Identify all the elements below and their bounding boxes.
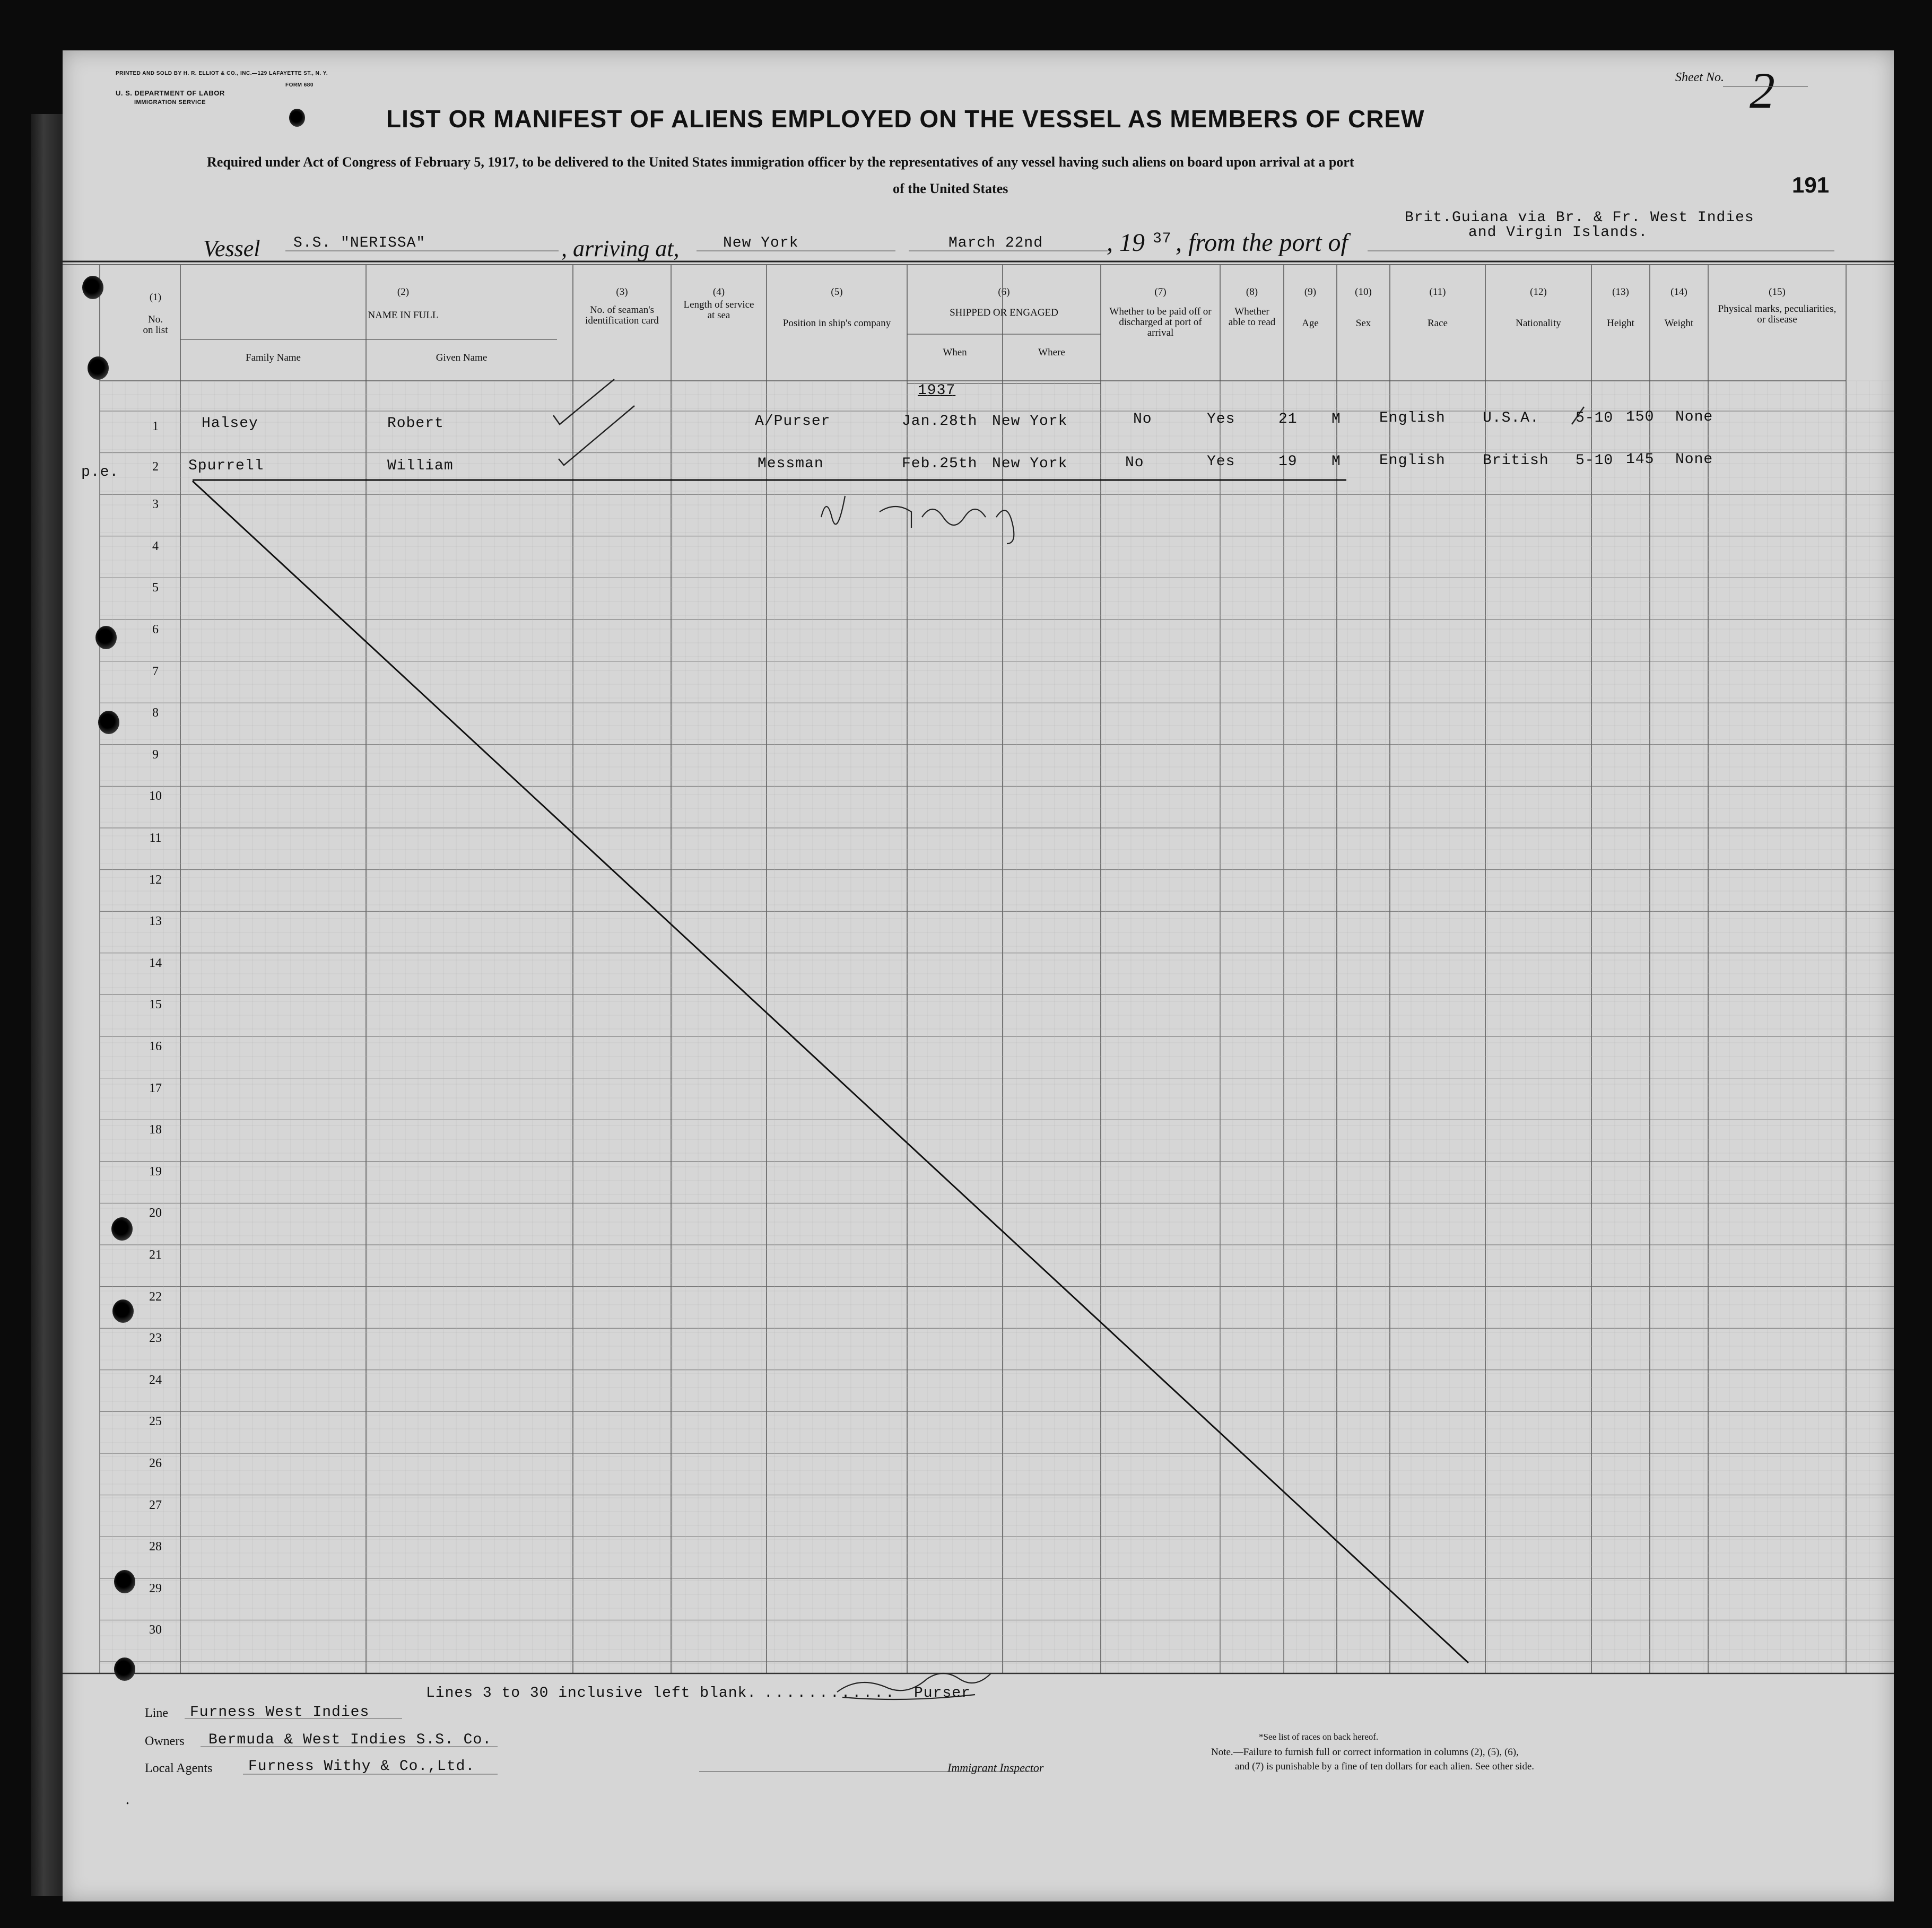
row-number: 14 (149, 956, 162, 970)
race-cell: English (1379, 410, 1446, 426)
blank-lines-diagonal (193, 481, 1468, 1663)
row-number: 19 (149, 1164, 162, 1179)
row-number: 1 (152, 420, 159, 433)
family-name-cell: Spurrell (188, 458, 264, 474)
position-cell: A/Purser (755, 413, 831, 430)
row-number: 4 (152, 539, 159, 553)
page-title: LIST OR MANIFEST OF ALIENS EMPLOYED ON THE VESSEL AS MEMBERS OF CREW (386, 105, 1425, 133)
col4-number: (4) (712, 286, 725, 298)
col8-label: Whether able to read (1228, 306, 1276, 328)
col7-number: (7) (1154, 286, 1167, 298)
inspector-handwritten-signature (821, 496, 1014, 544)
punch-hole (95, 626, 117, 649)
height-cell: 5-10 (1576, 410, 1614, 426)
subtitle-line2: of the United States (893, 181, 1008, 196)
punch-hole (98, 711, 119, 734)
row-number: 22 (149, 1289, 162, 1304)
vessel-label: Vessel (203, 235, 260, 261)
col13-label: Height (1607, 318, 1634, 329)
marks-cell: None (1675, 409, 1713, 425)
col2-number: (2) (397, 286, 410, 298)
col5-number: (5) (831, 286, 843, 298)
form-number: FORM 680 (285, 82, 314, 88)
row-number: 17 (149, 1081, 162, 1095)
row-number: 23 (149, 1331, 162, 1346)
col2-label: NAME IN FULL (368, 310, 439, 321)
row-number: 18 (149, 1123, 162, 1137)
year-prefix: , 19 (1107, 229, 1145, 257)
family-name-cell: Halsey (202, 415, 258, 432)
weight-cell: 150 (1626, 409, 1655, 425)
col7-label: Whether to be paid off or discharged at port of arrival (1109, 306, 1212, 338)
row-number: 7 (152, 664, 159, 678)
col2-given-label: Given Name (436, 352, 488, 363)
row-number: 25 (149, 1415, 162, 1429)
read-cell: Yes (1207, 453, 1235, 470)
from-port-line2: and Virgin Islands. (1468, 224, 1648, 241)
position-cell: Messman (758, 456, 824, 472)
check-mark (553, 379, 614, 424)
paid-off-cell: No (1125, 455, 1144, 471)
col2-family-label: Family Name (246, 352, 301, 363)
col6-where-label: Where (1038, 347, 1065, 358)
manifest-grid (63, 50, 1894, 1901)
where-cell: New York (992, 413, 1068, 430)
col9-number: (9) (1304, 286, 1317, 298)
when-cell: Jan.28th (902, 413, 978, 430)
height-cell: 5-10 (1576, 452, 1614, 469)
col3-number: (3) (616, 286, 628, 298)
row-number: 10 (149, 789, 162, 804)
col9-label: Age (1302, 318, 1319, 329)
union-label-mark: ● (126, 1801, 129, 1805)
margin-note: p.e. (81, 464, 119, 481)
purser-dots: ............ (764, 1685, 897, 1702)
nationality-cell: British (1483, 452, 1549, 469)
weight-cell: 145 (1626, 451, 1655, 468)
page-number: 191 (1792, 172, 1830, 197)
col5-label: Position in ship's company (782, 318, 891, 329)
row-number: 9 (152, 747, 159, 762)
subtitle-line1: Required under Act of Congress of February 5, 1917, to be delivered to the United States immigration officer by the representatives of any vessel having such aliens on board upon arrival at a port (207, 154, 1354, 170)
row-number: 24 (149, 1373, 162, 1387)
penalty-note-line2: and (7) is punishable by a fine of ten dollars for each alien. See other side. (1235, 1761, 1535, 1772)
punch-hole (112, 1299, 134, 1323)
shipped-year-note: 1937 (918, 382, 956, 399)
from-port-line1: Brit.Guiana via Br. & Fr. West Indies (1405, 210, 1754, 226)
col6-label: SHIPPED OR ENGAGED (950, 307, 1058, 318)
col1-number: (1) (149, 292, 162, 303)
row-number: 6 (152, 623, 159, 636)
arriving-port: New York (723, 235, 799, 251)
col6-number: (6) (998, 286, 1010, 298)
punch-hole (114, 1570, 135, 1593)
row-number: 2 (152, 460, 159, 474)
row-number: 27 (149, 1498, 162, 1512)
punch-hole (82, 276, 103, 299)
col10-number: (10) (1355, 286, 1372, 298)
races-note: *See list of races on back hereof. (1259, 1732, 1379, 1742)
blank-lines-note: Lines 3 to 30 inclusive left blank. (426, 1685, 757, 1702)
row-number: 20 (149, 1206, 162, 1220)
punch-hole (114, 1657, 135, 1681)
row-number: 15 (149, 998, 162, 1012)
col15-label: Physical marks, peculiarities, or disease (1718, 303, 1837, 325)
col14-label: Weight (1664, 318, 1694, 329)
row-number: 21 (149, 1248, 162, 1262)
sex-cell: M (1331, 411, 1341, 428)
purser-label: Purser (914, 1685, 971, 1702)
sheet-number-label: Sheet No. (1675, 71, 1724, 84)
col1-label: No. on list (143, 314, 168, 336)
punch-hole (111, 1217, 133, 1241)
row-number: 8 (152, 706, 159, 720)
from-port-label: , from the port of (1176, 229, 1348, 257)
inspector-label: Immigrant Inspector (947, 1761, 1044, 1774)
punch-hole (88, 356, 109, 380)
arrival-date: March 22nd (948, 235, 1043, 251)
col8-number: (8) (1246, 286, 1258, 298)
sheet-number: 2 (1750, 62, 1775, 119)
col15-number: (15) (1769, 286, 1786, 298)
when-cell: Feb.25th (902, 456, 978, 472)
col11-number: (11) (1429, 286, 1446, 298)
row-number: 16 (149, 1040, 162, 1053)
col6-when-label: When (943, 347, 967, 358)
department-label: U. S. DEPARTMENT OF LABOR (116, 89, 225, 97)
row-number: 29 (149, 1581, 162, 1595)
col14-number: (14) (1670, 286, 1687, 298)
row-number: 30 (149, 1623, 162, 1637)
arriving-label: , arriving at, (561, 235, 680, 261)
age-cell: 19 (1278, 453, 1298, 470)
race-cell: English (1379, 452, 1446, 469)
col13-number: (13) (1612, 286, 1629, 298)
row-number: 12 (149, 873, 162, 887)
binding-edge (31, 114, 63, 1896)
where-cell: New York (992, 456, 1068, 472)
printer-line: PRINTED AND SOLD BY H. R. ELLIOT & CO., INC.—129 LAFAYETTE ST., N. Y. (116, 71, 328, 76)
check-mark (559, 406, 634, 465)
col4-label: Length of service at sea (683, 299, 754, 321)
sex-cell: M (1331, 453, 1341, 470)
agents-value: Furness Withy & Co.,Ltd. (248, 1758, 475, 1775)
row-number: 3 (152, 498, 159, 512)
service-label: IMMIGRATION SERVICE (134, 99, 206, 106)
line-label: Line (145, 1706, 168, 1720)
col12-number: (12) (1530, 286, 1547, 298)
row-number: 11 (149, 831, 162, 845)
paid-off-cell: No (1133, 411, 1152, 428)
penalty-note-line1: Note.—Failure to furnish full or correct information in columns (2), (5), (6), (1211, 1747, 1519, 1758)
given-name-cell: William (387, 458, 454, 474)
col3-label: No. of seaman's identification card (585, 304, 659, 326)
nationality-cell: U.S.A. (1483, 410, 1539, 426)
row-number: 5 (152, 581, 159, 595)
col11-label: Race (1428, 318, 1448, 329)
row-number: 13 (149, 914, 162, 929)
marks-cell: None (1675, 451, 1713, 468)
owners-label: Owners (145, 1734, 185, 1748)
col10-label: Sex (1355, 318, 1371, 329)
given-name-cell: Robert (387, 415, 444, 432)
col12-label: Nationality (1516, 318, 1561, 329)
line-value: Furness West Indies (190, 1704, 370, 1721)
read-cell: Yes (1207, 411, 1235, 428)
age-cell: 21 (1278, 411, 1298, 428)
row-number: 26 (149, 1456, 162, 1470)
row-number: 28 (149, 1540, 162, 1554)
agents-label: Local Agents (145, 1761, 213, 1775)
vessel-name: S.S. "NERISSA" (293, 235, 426, 251)
manifest-sheet (63, 50, 1894, 1901)
punch-hole (289, 109, 305, 127)
year-suffix: 37 (1153, 231, 1172, 247)
owners-value: Bermuda & West Indies S.S. Co. (208, 1732, 492, 1748)
